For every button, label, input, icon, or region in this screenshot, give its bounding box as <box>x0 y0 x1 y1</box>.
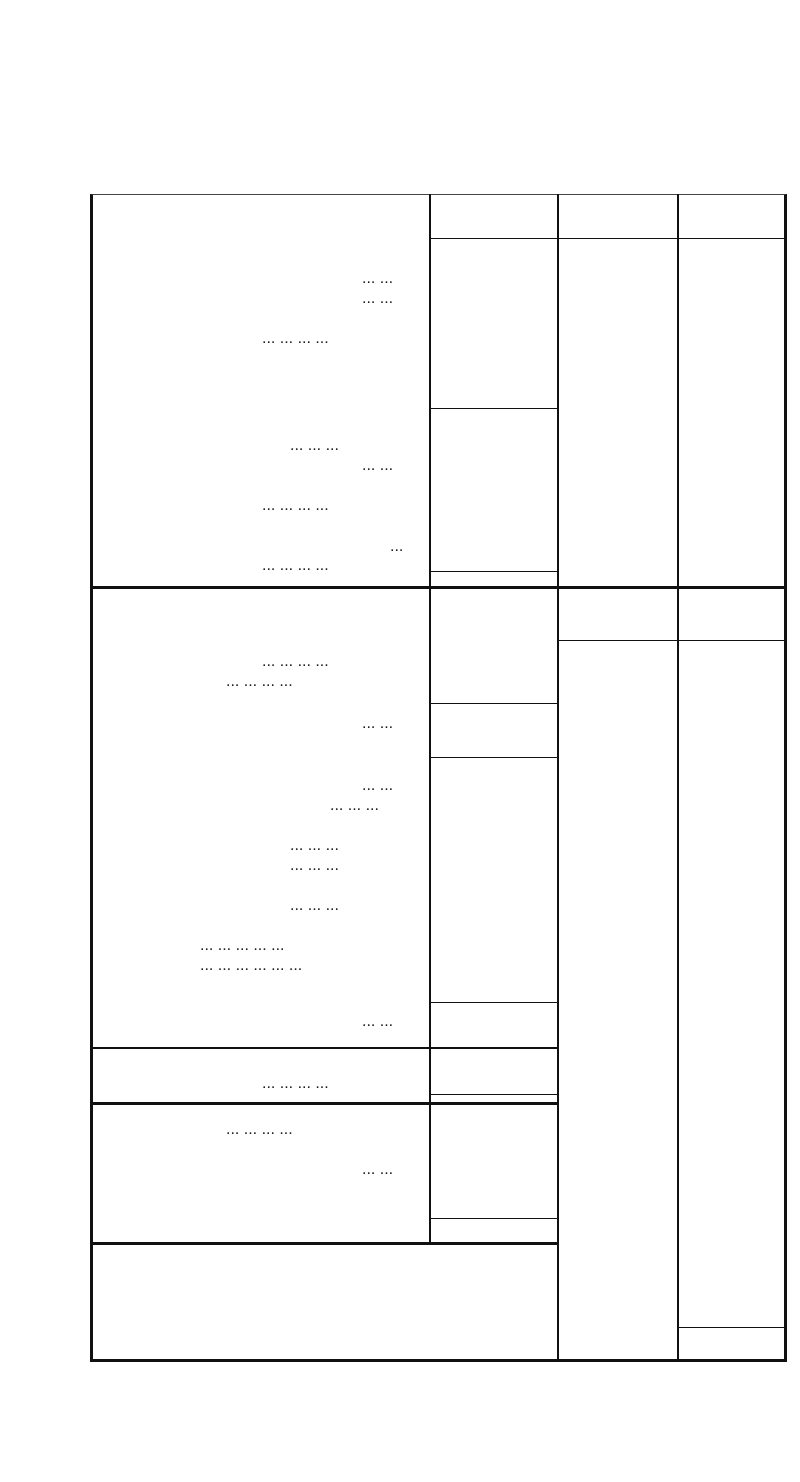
not-improved-leader: ... ... ... ... <box>226 673 293 690</box>
section-rule-3 <box>90 1102 557 1105</box>
rule-total-a <box>429 703 557 704</box>
rule-reasons <box>429 757 557 758</box>
rule-tr-total <box>429 1094 557 1095</box>
header-rule <box>429 238 787 239</box>
col-divider-1b <box>429 588 431 1243</box>
t-not-first-attack-leader: ... ... <box>362 457 394 474</box>
total-transfers-leader: ... <box>390 538 404 555</box>
col-divider-1 <box>429 194 431 586</box>
rule-rel-header <box>557 640 787 641</box>
not-insane-leader: ... ... ... ... <box>262 557 329 574</box>
first-attack-leader: ... ... <box>362 270 394 287</box>
not-first-attack-leader: ... ... <box>362 290 394 307</box>
rule-grand-notimp <box>677 1327 787 1328</box>
rule-direct-top <box>429 408 557 409</box>
total-a-leader: ... ... <box>362 715 394 732</box>
section-rule-4 <box>90 1242 557 1245</box>
col-divider-2 <box>557 194 559 586</box>
section-rule-2 <box>90 1047 557 1049</box>
relieved-leader: ... ... ... ... <box>262 653 329 670</box>
escape-leader: ... ... ... ... ... ... <box>200 957 303 974</box>
section-rule-1 <box>90 586 787 589</box>
table-frame <box>90 194 787 1362</box>
workhouse-leader: ... ... ... <box>330 797 379 814</box>
unknown-leader: ... ... ... ... <box>262 330 329 347</box>
rule-dest-total <box>429 1218 557 1219</box>
rule-transfer-top <box>429 571 557 572</box>
col-divider-3b <box>677 588 679 1362</box>
stat-irreg-leader: ... ... ... <box>290 897 339 914</box>
col-divider-2b <box>557 588 559 1362</box>
tr-total-leader: ... ... <box>362 1161 394 1178</box>
total-b-leader: ... ... <box>362 1013 394 1030</box>
t-unknown-leader: ... ... ... ... <box>262 497 329 514</box>
boarded-leader: ... ... ... <box>290 857 339 874</box>
tr-notimp-leader: ... ... ... ... <box>226 1121 293 1138</box>
col-divider-3 <box>677 194 679 586</box>
rule-total-b <box>429 1002 557 1003</box>
care-friends-leader: ... ... <box>362 777 394 794</box>
metro-leader: ... ... ... <box>290 837 339 854</box>
stat-lapse-leader: ... ... ... ... ... <box>200 937 285 954</box>
t-first-attack-leader: ... ... ... <box>290 437 339 454</box>
tr-relieved-leader: ... ... ... ... <box>262 1075 329 1092</box>
